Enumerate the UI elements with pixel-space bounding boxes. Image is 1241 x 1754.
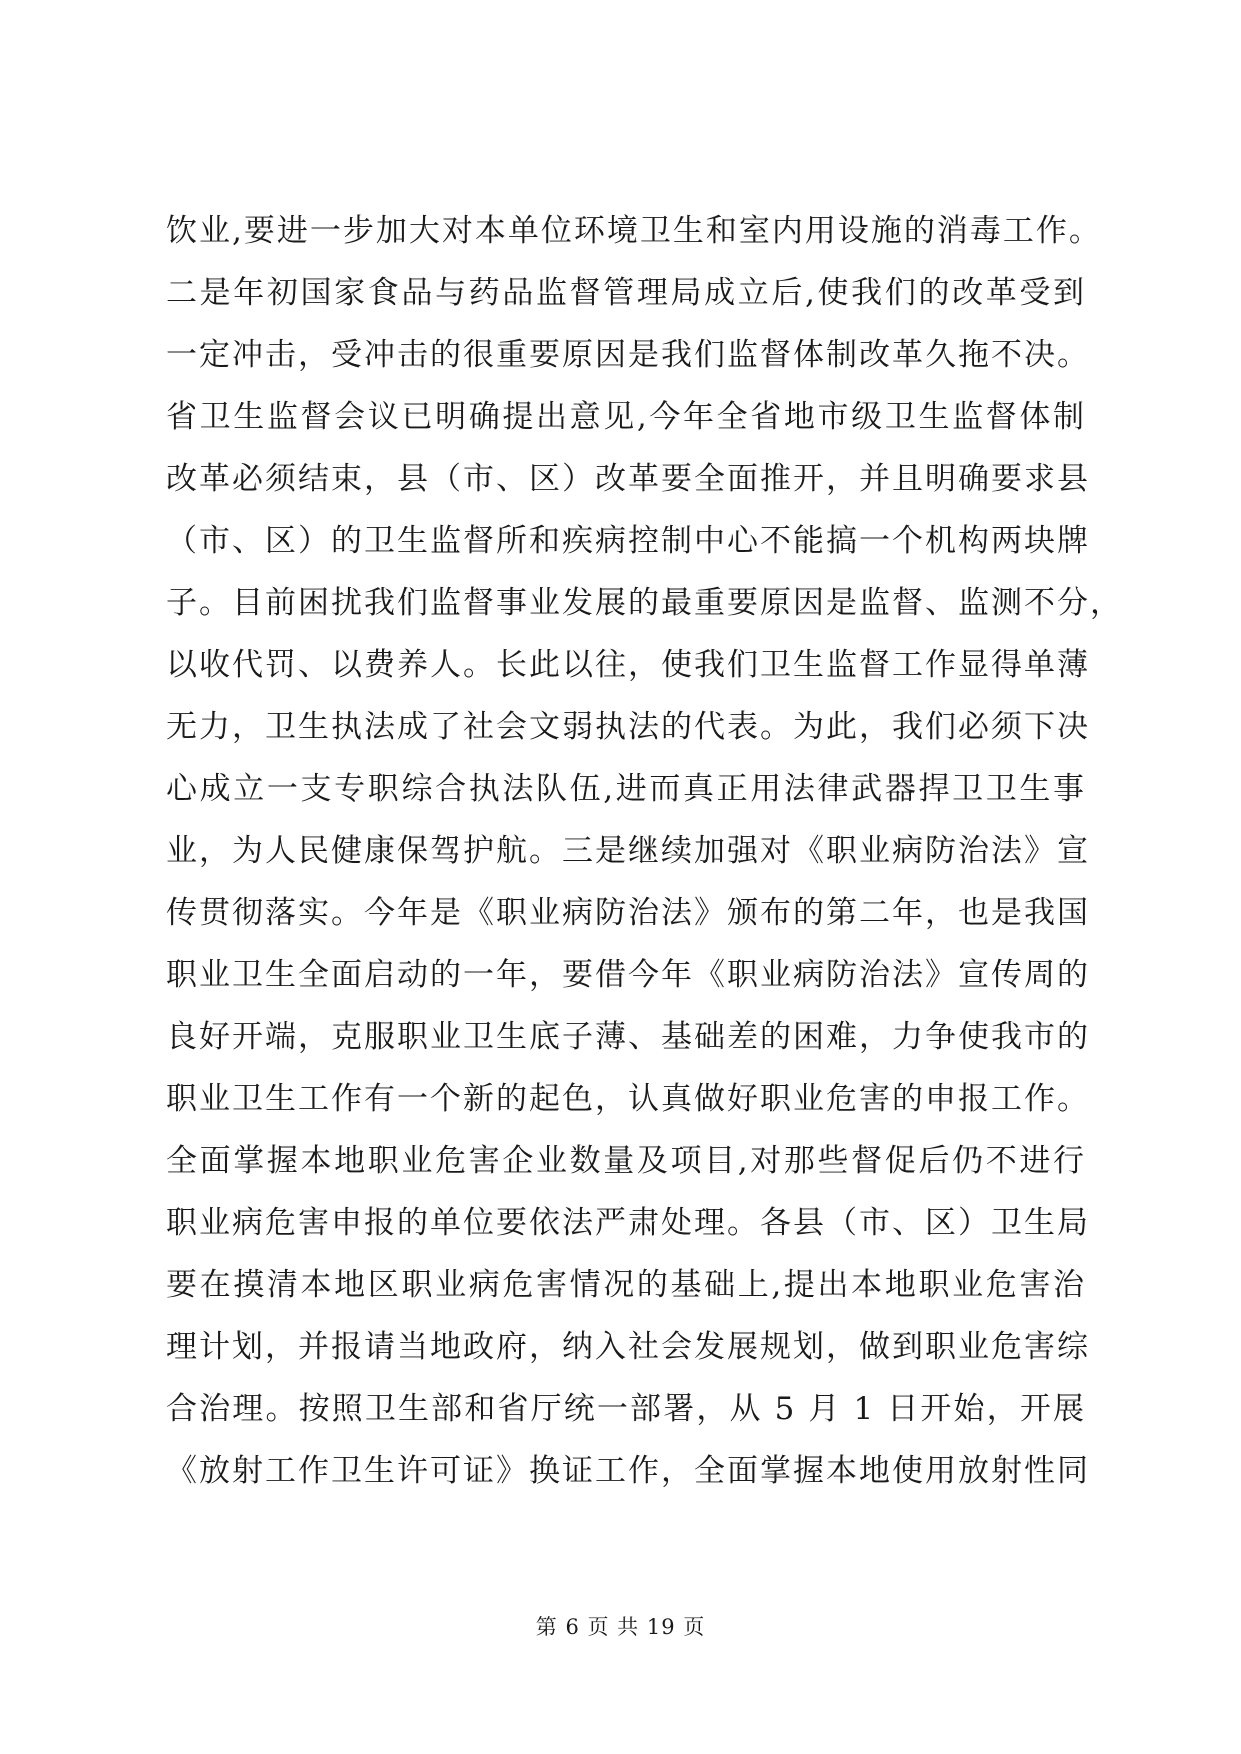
text-line: 职业卫生全面启动的一年，要借今年《职业病防治法》宣传周的 — [166, 957, 1090, 993]
page-number-footer: 第 6 页 共 19 页 — [535, 1615, 706, 1639]
text-line: 心成立一支专职综合执法队伍,进而真正用法律武器捍卫卫生事 — [166, 771, 1086, 807]
text-line: 职业卫生工作有一个新的起色，认真做好职业危害的申报工作。 — [166, 1081, 1090, 1117]
text-line: 以收代罚、以费养人。长此以往，使我们卫生监督工作显得单薄 — [166, 647, 1090, 683]
text-line: 无力，卫生执法成了社会文弱执法的代表。为此，我们必须下决 — [166, 709, 1090, 745]
text-line: 二是年初国家食品与药品监督管理局成立后,使我们的改革受到 — [166, 275, 1086, 311]
text-line: 职业病危害申报的单位要依法严肃处理。各县（市、区）卫生局 — [166, 1205, 1090, 1241]
text-line: 合治理。按照卫生部和省厅统一部署，从 5 月 1 日开始，开展 — [166, 1391, 1086, 1427]
text-line: 要在摸清本地区职业病危害情况的基础上,提出本地职业危害治 — [166, 1267, 1086, 1303]
text-line: 子。目前困扰我们监督事业发展的最重要原因是监督、监测不分， — [166, 585, 1123, 621]
text-line: 饮业,要进一步加大对本单位环境卫生和室内用设施的消毒工作。 — [166, 213, 1102, 249]
text-line: 省卫生监督会议已明确提出意见,今年全省地市级卫生监督体制 — [166, 399, 1086, 435]
text-line: 一定冲击，受冲击的很重要原因是我们监督体制改革久拖不决。 — [166, 337, 1090, 373]
text-line: 传贯彻落实。今年是《职业病防治法》颁布的第二年，也是我国 — [166, 895, 1090, 931]
text-line: 良好开端，克服职业卫生底子薄、基础差的困难，力争使我市的 — [166, 1019, 1090, 1055]
text-line: 理计划，并报请当地政府，纳入社会发展规划，做到职业危害综 — [166, 1329, 1090, 1365]
text-line: 改革必须结束，县（市、区）改革要全面推开，并且明确要求县 — [166, 461, 1090, 497]
text-line: 《放射工作卫生许可证》换证工作，全面掌握本地使用放射性同 — [166, 1453, 1090, 1489]
text-line: （市、区）的卫生监督所和疾病控制中心不能搞一个机构两块牌 — [166, 523, 1090, 559]
text-line: 业，为人民健康保驾护航。三是继续加强对《职业病防治法》宣 — [166, 833, 1090, 869]
text-line: 全面掌握本地职业危害企业数量及项目,对那些督促后仍不进行 — [166, 1143, 1086, 1179]
body-text — [166, 206, 1123, 1508]
